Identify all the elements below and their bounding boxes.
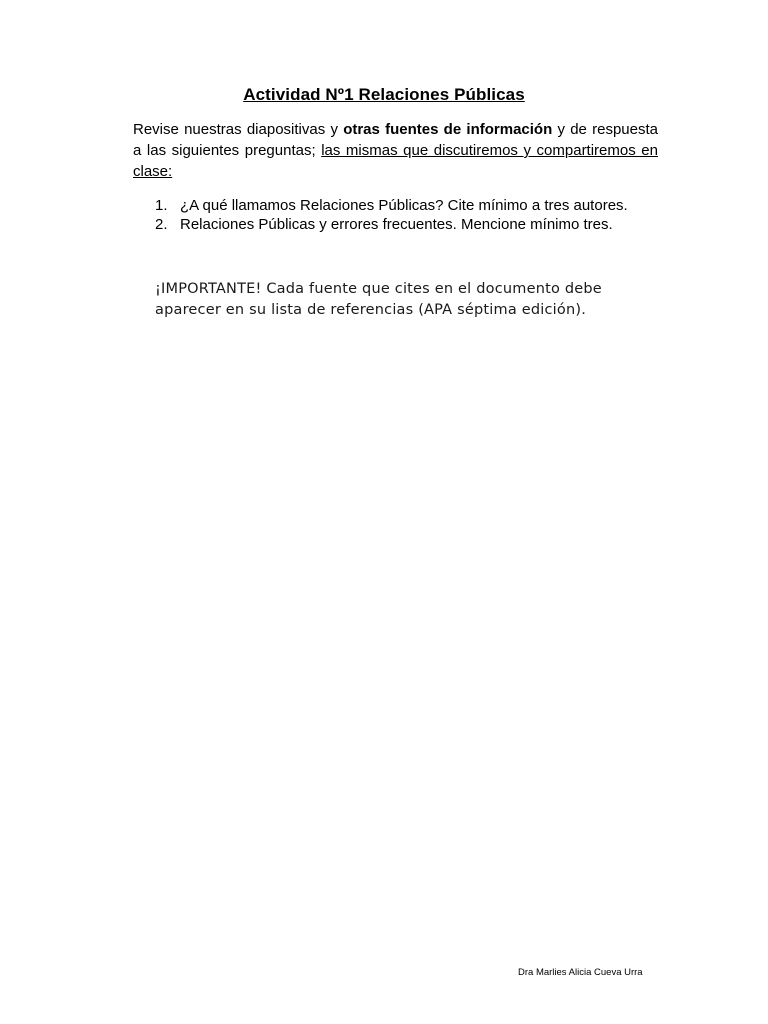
intro-underlined-text: las mismas que discutiremos y compartiremos en clase: bbox=[133, 142, 658, 180]
important-note: ¡IMPORTANTE! Cada fuente que cites en el documento debe aparecer en su lista de referencias (APA séptima edición). bbox=[155, 281, 602, 318]
intro-bold-text: otras fuentes de información bbox=[343, 121, 553, 138]
list-item bbox=[155, 196, 675, 215]
question-text: ¿A qué llamamos Relaciones Públicas? Cite mínimo a tres autores. bbox=[180, 197, 628, 214]
list-item bbox=[155, 215, 675, 234]
question-number: 2. bbox=[155, 216, 168, 233]
footer-author: Dra Marlies Alicia Cueva Urra bbox=[518, 967, 643, 978]
questions-list bbox=[155, 196, 675, 234]
question-number: 1. bbox=[155, 197, 168, 214]
question-text: Relaciones Públicas y errores frecuentes. Mencione mínimo tres. bbox=[180, 216, 613, 233]
intro-text-part1: Revise nuestras diapositivas y bbox=[133, 121, 344, 138]
intro-paragraph bbox=[133, 119, 658, 182]
intro-text-part2: y de respuesta a las siguientes preguntas; bbox=[133, 121, 658, 159]
document-title: Actividad Nº1 Relaciones Públicas bbox=[243, 85, 525, 104]
